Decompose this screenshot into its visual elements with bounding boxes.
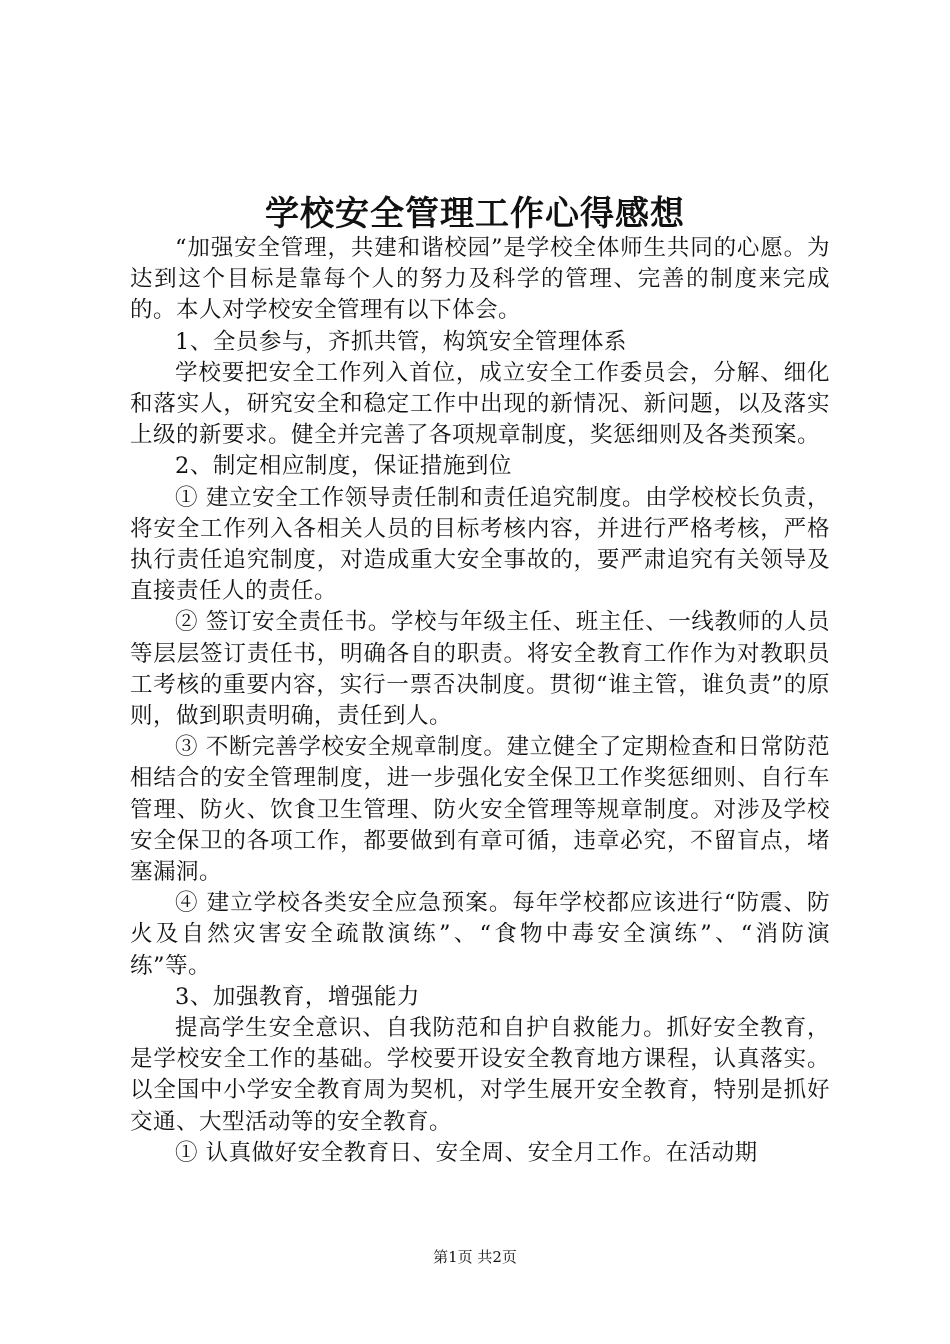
document-body [130,233,830,1169]
paragraph: ② 签订安全责任书。学校与年级主任、班主任、一线教师的人员等层层签订责任书，明确各自的职责。将安全教育工作作为对教职员工考核的重要内容，实行一票否决制度。贯彻“谁主管，谁负责”的原则，做到职责明确，责任到人。 [130,609,830,730]
paragraph: ④ 建立学校各类安全应急预案。每年学校都应该进行“防震、防火及自然灾害安全疏散演练”、“食物中毒安全演练”、“消防演练”等。 [130,890,830,979]
paragraph: 提高学生安全意识、自我防范和自护自救能力。抓好安全教育，是学校安全工作的基础。学校要开设安全教育地方课程，认真落实。以全国中小学安全教育周为契机，对学生展开安全教育，特别是抓好交通、大型活动等的安全教育。 [130,1015,830,1135]
section-heading: 3、加强教育，增强能力 [175,983,420,1010]
paragraph: 学校要把安全工作列入首位，成立安全工作委员会，分解、细化和落实人，研究安全和稳定工作中出现的新情况、新问题，以及落实上级的新要求。健全并完善了各项规章制度，奖惩细则及各类预案。 [130,359,830,449]
paragraph: ① 建立安全工作领导责任制和责任追究制度。由学校校长负责，将安全工作列入各相关人员的目标考核内容，并进行严格考核，严格执行责任追究制度，对造成重大安全事故的，要严肃追究有关领导及直接责任人的责任。 [130,484,830,605]
page-number-footer: 第1页 共2页 [433,1248,517,1266]
section-heading: 1、全员参与，齐抓共管，构筑安全管理体系 [175,328,627,355]
section-heading: 2、制定相应制度，保证措施到位 [175,453,512,480]
paragraph: “加强安全管理，共建和谐校园”是学校全体师生共同的心愿。为达到这个目标是靠每个人的努力及科学的管理、完善的制度来完成的。本人对学校安全管理有以下体会。 [130,235,830,324]
document-title: 学校安全管理工作心得感想 [265,194,685,234]
paragraph: ① 认真做好安全教育日、安全周、安全月工作。在活动期 [175,1139,758,1166]
paragraph: ③ 不断完善学校安全规章制度。建立健全了定期检查和日常防范相结合的安全管理制度，进一步强化安全保卫工作奖惩细则、自行车管理、防火、饮食卫生管理、防火安全管理等规章制度。对涉及学校安全保卫的各项工作，都要做到有章可循，违章必究，不留盲点，堵塞漏洞。 [130,734,830,886]
